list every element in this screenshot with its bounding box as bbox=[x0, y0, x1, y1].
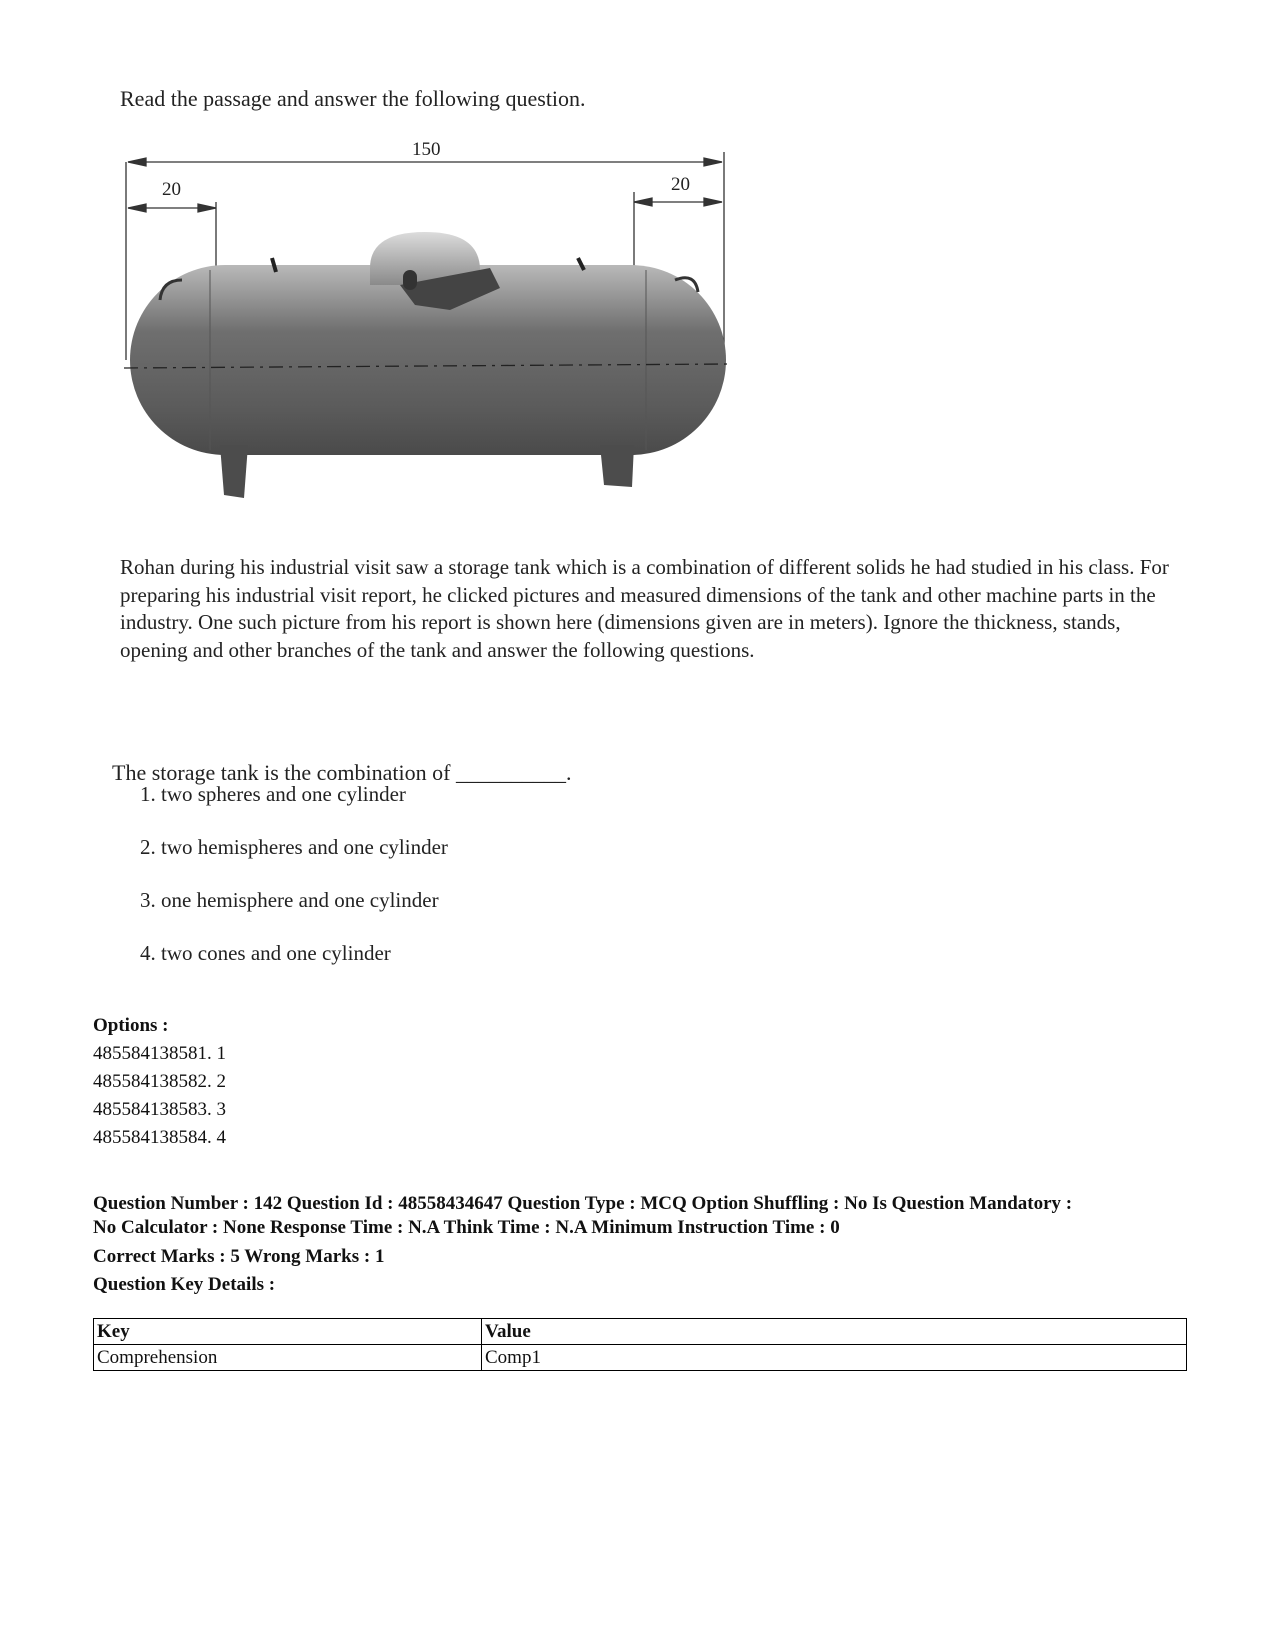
table-row bbox=[94, 1345, 1187, 1371]
passage-text: Rohan during his industrial visit saw a storage tank which is a combination of different solids he had studied in his class. For preparing his industrial visit report, he clicked pictures and measured dimensions of the tank and other machine parts in the industry. One such picture from his report is shown here (dimensions given are in meters). Ignore the thickness, stands, opening and other branches of the tank and answer the following questions. bbox=[120, 555, 1169, 662]
storage-tank-figure bbox=[120, 140, 760, 540]
option-row-3: 485584138583. 3 bbox=[93, 1099, 226, 1120]
table-header-key: Key bbox=[94, 1319, 482, 1345]
choice-2: 2. two hemispheres and one cylinder bbox=[140, 835, 448, 859]
option-row-2: 485584138582. 2 bbox=[93, 1071, 226, 1092]
table-header-value: Value bbox=[482, 1319, 1187, 1345]
question-meta-line1: Question Number : 142 Question Id : 48558434647 Question Type : MCQ Option Shuffling : No Is Question Mandatory : bbox=[93, 1193, 1073, 1214]
table-cell-value: Comp1 bbox=[482, 1345, 1187, 1371]
option-row-1: 485584138581. 1 bbox=[93, 1043, 226, 1064]
choice-3: 3. one hemisphere and one cylinder bbox=[140, 888, 439, 912]
option-row-4: 485584138584. 4 bbox=[93, 1127, 226, 1148]
table-header-row bbox=[94, 1319, 1187, 1345]
table-cell-key: Comprehension bbox=[94, 1345, 482, 1371]
question-stem: The storage tank is the combination of __________. bbox=[112, 760, 572, 785]
choice-4: 4. two cones and one cylinder bbox=[140, 941, 391, 965]
passage-instruction: Read the passage and answer the following question. bbox=[120, 86, 586, 111]
key-details-heading: Question Key Details : bbox=[93, 1274, 276, 1295]
question-meta-line2: No Calculator : None Response Time : N.A Think Time : N.A Minimum Instruction Time : 0 bbox=[93, 1217, 840, 1238]
choice-1: 1. two spheres and one cylinder bbox=[140, 782, 406, 806]
dimension-overall-label: 150 bbox=[412, 140, 441, 160]
dimension-right-label: 20 bbox=[671, 174, 690, 195]
dimension-left-label: 20 bbox=[162, 179, 181, 200]
key-details-table bbox=[93, 1318, 1187, 1371]
options-heading: Options : bbox=[93, 1015, 169, 1036]
tank-body bbox=[124, 232, 730, 498]
marks-line: Correct Marks : 5 Wrong Marks : 1 bbox=[93, 1246, 385, 1267]
